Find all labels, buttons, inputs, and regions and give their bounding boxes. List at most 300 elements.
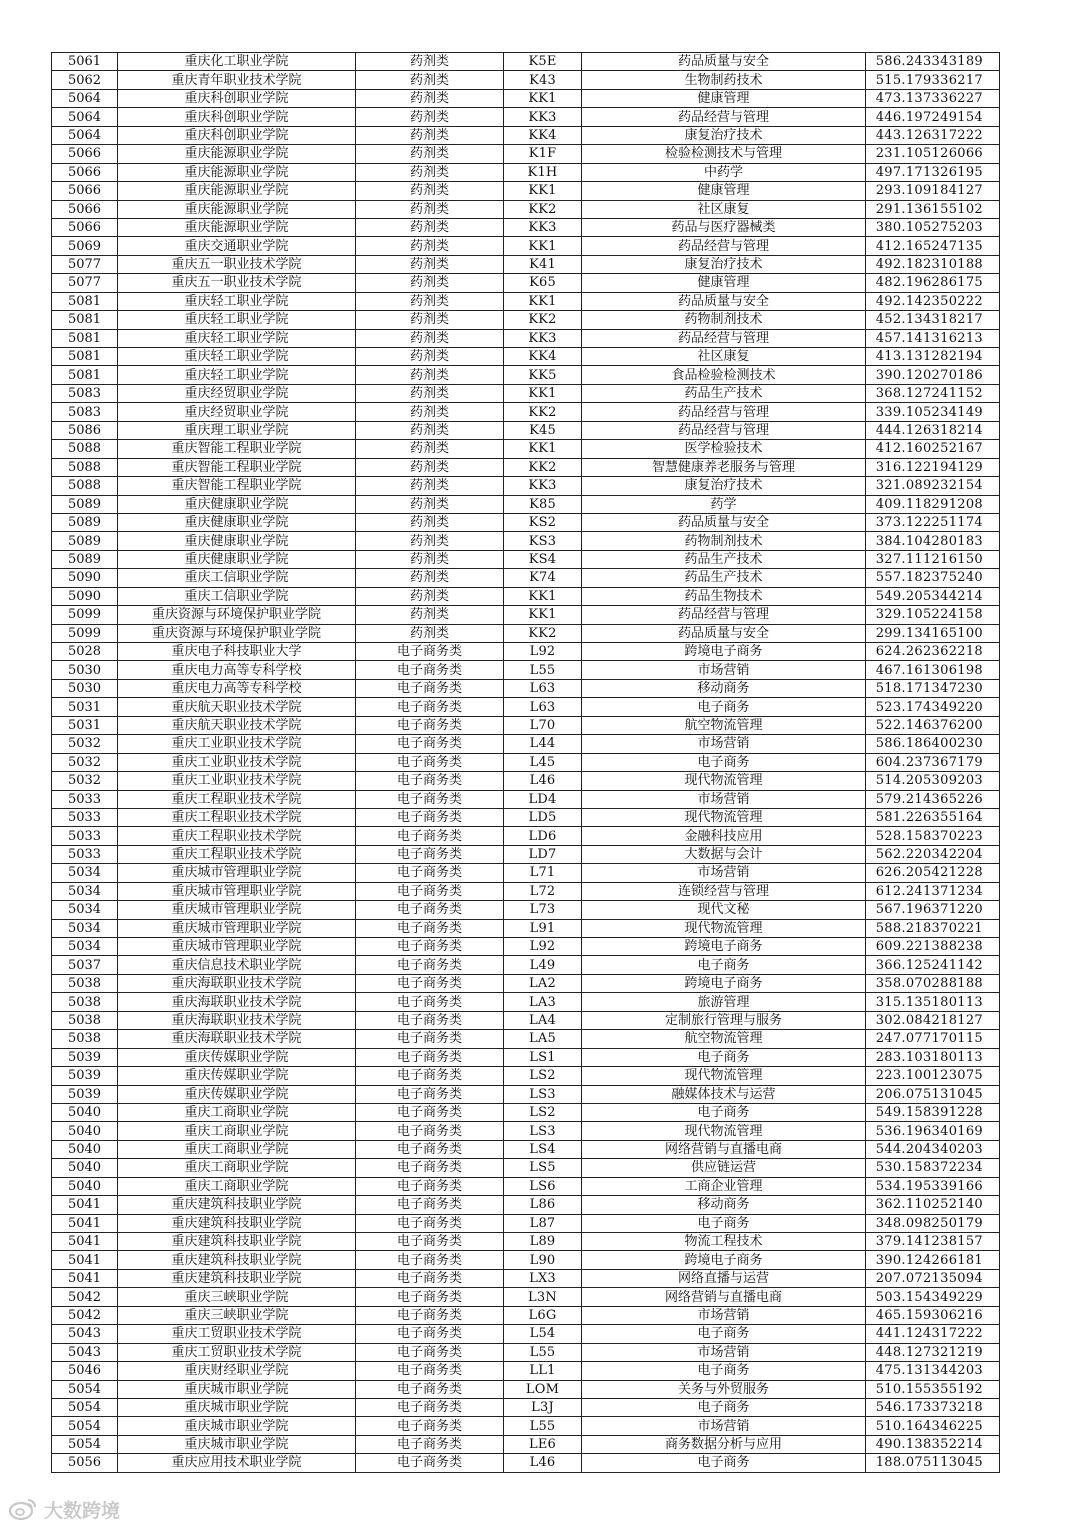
major-code-cell: L55 — [504, 1417, 582, 1435]
major-name-cell: 电子商务 — [582, 1048, 866, 1066]
category-cell: 药剂类 — [356, 348, 504, 366]
school-code-cell: 5042 — [52, 1306, 118, 1324]
major-code-cell: KK1 — [504, 182, 582, 200]
table-row — [52, 403, 1000, 421]
category-cell: 电子商务类 — [356, 1177, 504, 1195]
category-cell: 电子商务类 — [356, 956, 504, 974]
school-code-cell: 5039 — [52, 1085, 118, 1103]
category-cell: 药剂类 — [356, 624, 504, 642]
table-row — [52, 1233, 1000, 1251]
school-code-cell: 5054 — [52, 1398, 118, 1416]
category-cell: 电子商务类 — [356, 1159, 504, 1177]
major-name-cell: 移动商务 — [582, 679, 866, 697]
school-code-cell: 5030 — [52, 679, 118, 697]
major-name-cell: 药品生产技术 — [582, 550, 866, 568]
major-name-cell: 药品经营与管理 — [582, 421, 866, 439]
score-cell: 293.109184127 — [866, 182, 1000, 200]
category-cell: 药剂类 — [356, 606, 504, 624]
category-cell: 药剂类 — [356, 550, 504, 568]
major-name-cell: 药品质量与安全 — [582, 513, 866, 531]
score-cell: 339.105234149 — [866, 403, 1000, 421]
major-name-cell: 药品质量与安全 — [582, 624, 866, 642]
score-cell: 413.131282194 — [866, 348, 1000, 366]
major-code-cell: KK3 — [504, 477, 582, 495]
score-cell: 457.141316213 — [866, 329, 1000, 347]
score-cell: 467.161306198 — [866, 661, 1000, 679]
school-name-cell: 重庆传媒职业学院 — [118, 1067, 356, 1085]
school-name-cell: 重庆工程职业技术学院 — [118, 790, 356, 808]
major-code-cell: L49 — [504, 956, 582, 974]
school-code-cell: 5042 — [52, 1288, 118, 1306]
category-cell: 药剂类 — [356, 145, 504, 163]
major-code-cell: LS4 — [504, 1140, 582, 1158]
school-name-cell: 重庆智能工程职业学院 — [118, 440, 356, 458]
major-code-cell: L72 — [504, 882, 582, 900]
major-name-cell: 定制旅行管理与服务 — [582, 1011, 866, 1029]
school-code-cell: 5038 — [52, 974, 118, 992]
school-code-cell: 5077 — [52, 255, 118, 273]
school-code-cell: 5089 — [52, 495, 118, 513]
school-name-cell: 重庆工业职业技术学院 — [118, 753, 356, 771]
table-row — [52, 827, 1000, 845]
major-name-cell: 健康管理 — [582, 274, 866, 292]
school-code-cell: 5033 — [52, 845, 118, 863]
school-name-cell: 重庆城市管理职业学院 — [118, 901, 356, 919]
major-code-cell: LS1 — [504, 1048, 582, 1066]
table-row — [52, 1048, 1000, 1066]
major-code-cell: L86 — [504, 1196, 582, 1214]
school-name-cell: 重庆工商职业学院 — [118, 1103, 356, 1121]
category-cell: 药剂类 — [356, 71, 504, 89]
school-name-cell: 重庆航天职业技术学院 — [118, 698, 356, 716]
school-code-cell: 5081 — [52, 329, 118, 347]
score-cell: 534.195339166 — [866, 1177, 1000, 1195]
major-code-cell: L6G — [504, 1306, 582, 1324]
watermark-text: 大数跨境 — [44, 1499, 121, 1522]
category-cell: 药剂类 — [356, 237, 504, 255]
table-row — [52, 440, 1000, 458]
major-code-cell: KK3 — [504, 108, 582, 126]
school-code-cell: 5037 — [52, 956, 118, 974]
category-cell: 电子商务类 — [356, 808, 504, 826]
major-code-cell: L91 — [504, 919, 582, 937]
table-row — [52, 1103, 1000, 1121]
score-cell: 475.131344203 — [866, 1362, 1000, 1380]
school-name-cell: 重庆工业职业技术学院 — [118, 772, 356, 790]
table-row — [52, 606, 1000, 624]
score-cell: 443.126317222 — [866, 126, 1000, 144]
table-row — [52, 790, 1000, 808]
table-row — [52, 477, 1000, 495]
major-name-cell: 社区康复 — [582, 200, 866, 218]
school-code-cell: 5081 — [52, 366, 118, 384]
category-cell: 药剂类 — [356, 532, 504, 550]
table-row — [52, 71, 1000, 89]
school-name-cell: 重庆工信职业学院 — [118, 569, 356, 587]
major-name-cell: 网络直播与运营 — [582, 1269, 866, 1287]
major-name-cell: 市场营销 — [582, 1343, 866, 1361]
major-code-cell: K65 — [504, 274, 582, 292]
school-name-cell: 重庆健康职业学院 — [118, 513, 356, 531]
score-cell: 446.197249154 — [866, 108, 1000, 126]
table-row — [52, 53, 1000, 71]
category-cell: 电子商务类 — [356, 1288, 504, 1306]
category-cell: 电子商务类 — [356, 1380, 504, 1398]
major-name-cell: 智慧健康养老服务与管理 — [582, 458, 866, 476]
school-name-cell: 重庆三峡职业学院 — [118, 1288, 356, 1306]
category-cell: 电子商务类 — [356, 845, 504, 863]
school-name-cell: 重庆电力高等专科学校 — [118, 661, 356, 679]
major-name-cell: 电子商务 — [582, 1325, 866, 1343]
school-name-cell: 重庆能源职业学院 — [118, 218, 356, 236]
major-name-cell: 连锁经营与管理 — [582, 882, 866, 900]
score-cell: 366.125241142 — [866, 956, 1000, 974]
score-cell: 518.171347230 — [866, 679, 1000, 697]
school-name-cell: 重庆城市管理职业学院 — [118, 882, 356, 900]
score-cell: 409.118291208 — [866, 495, 1000, 513]
table-row — [52, 292, 1000, 310]
school-code-cell: 5077 — [52, 274, 118, 292]
major-name-cell: 市场营销 — [582, 661, 866, 679]
major-name-cell: 药品生产技术 — [582, 569, 866, 587]
school-code-cell: 5030 — [52, 661, 118, 679]
major-code-cell: LD6 — [504, 827, 582, 845]
major-code-cell: L92 — [504, 938, 582, 956]
table-row — [52, 1251, 1000, 1269]
major-name-cell: 康复治疗技术 — [582, 255, 866, 273]
category-cell: 电子商务类 — [356, 1251, 504, 1269]
table-row — [52, 1398, 1000, 1416]
score-cell: 390.120270186 — [866, 366, 1000, 384]
school-code-cell: 5066 — [52, 182, 118, 200]
major-name-cell: 大数据与会计 — [582, 845, 866, 863]
table-row — [52, 938, 1000, 956]
school-code-cell: 5054 — [52, 1435, 118, 1453]
major-code-cell: LE6 — [504, 1435, 582, 1453]
major-code-cell: L45 — [504, 753, 582, 771]
major-code-cell: KK3 — [504, 329, 582, 347]
table-row — [52, 237, 1000, 255]
category-cell: 电子商务类 — [356, 993, 504, 1011]
school-code-cell: 5041 — [52, 1269, 118, 1287]
school-code-cell: 5066 — [52, 145, 118, 163]
category-cell: 电子商务类 — [356, 1030, 504, 1048]
category-cell: 药剂类 — [356, 163, 504, 181]
school-name-cell: 重庆城市管理职业学院 — [118, 938, 356, 956]
school-name-cell: 重庆工程职业技术学院 — [118, 845, 356, 863]
school-code-cell: 5038 — [52, 1030, 118, 1048]
table-row — [52, 643, 1000, 661]
table-row — [52, 845, 1000, 863]
school-code-cell: 5054 — [52, 1380, 118, 1398]
school-name-cell: 重庆五一职业技术学院 — [118, 274, 356, 292]
score-cell: 348.098250179 — [866, 1214, 1000, 1232]
school-name-cell: 重庆经贸职业学院 — [118, 384, 356, 402]
score-cell: 206.075131045 — [866, 1085, 1000, 1103]
major-code-cell: L46 — [504, 772, 582, 790]
school-code-cell: 5038 — [52, 993, 118, 1011]
category-cell: 电子商务类 — [356, 1214, 504, 1232]
table-row — [52, 993, 1000, 1011]
school-name-cell: 重庆科创职业学院 — [118, 108, 356, 126]
table-row — [52, 255, 1000, 273]
major-name-cell: 健康管理 — [582, 89, 866, 107]
school-code-cell: 5090 — [52, 569, 118, 587]
major-name-cell: 药品经营与管理 — [582, 403, 866, 421]
major-code-cell: KK1 — [504, 237, 582, 255]
major-name-cell: 旅游管理 — [582, 993, 866, 1011]
school-name-cell: 重庆城市职业学院 — [118, 1417, 356, 1435]
score-cell: 302.084218127 — [866, 1011, 1000, 1029]
major-name-cell: 现代物流管理 — [582, 772, 866, 790]
school-code-cell: 5039 — [52, 1067, 118, 1085]
major-name-cell: 物流工程技术 — [582, 1233, 866, 1251]
major-name-cell: 电子商务 — [582, 1214, 866, 1232]
major-code-cell: LS2 — [504, 1067, 582, 1085]
major-code-cell: L92 — [504, 643, 582, 661]
table-row — [52, 901, 1000, 919]
school-name-cell: 重庆航天职业技术学院 — [118, 716, 356, 734]
score-cell: 380.105275203 — [866, 218, 1000, 236]
score-cell: 536.196340169 — [866, 1122, 1000, 1140]
major-name-cell: 融媒体技术与运营 — [582, 1085, 866, 1103]
school-code-cell: 5046 — [52, 1362, 118, 1380]
school-code-cell: 5099 — [52, 606, 118, 624]
school-code-cell: 5088 — [52, 458, 118, 476]
school-code-cell: 5034 — [52, 901, 118, 919]
score-cell: 315.135180113 — [866, 993, 1000, 1011]
major-code-cell: KK3 — [504, 218, 582, 236]
major-code-cell: KK4 — [504, 126, 582, 144]
category-cell: 电子商务类 — [356, 1454, 504, 1472]
category-cell: 药剂类 — [356, 421, 504, 439]
category-cell: 药剂类 — [356, 218, 504, 236]
table-row — [52, 1380, 1000, 1398]
school-name-cell: 重庆海联职业技术学院 — [118, 1011, 356, 1029]
major-code-cell: L71 — [504, 864, 582, 882]
table-row — [52, 108, 1000, 126]
school-name-cell: 重庆工程职业技术学院 — [118, 827, 356, 845]
major-code-cell: L44 — [504, 735, 582, 753]
category-cell: 电子商务类 — [356, 901, 504, 919]
school-code-cell: 5083 — [52, 403, 118, 421]
school-code-cell: 5033 — [52, 790, 118, 808]
major-code-cell: L46 — [504, 1454, 582, 1472]
table-row — [52, 587, 1000, 605]
score-cell: 283.103180113 — [866, 1048, 1000, 1066]
score-cell: 497.171326195 — [866, 163, 1000, 181]
score-cell: 612.241371234 — [866, 882, 1000, 900]
school-name-cell: 重庆经贸职业学院 — [118, 403, 356, 421]
table-row — [52, 495, 1000, 513]
category-cell: 电子商务类 — [356, 753, 504, 771]
school-name-cell: 重庆应用技术职业学院 — [118, 1454, 356, 1472]
school-code-cell: 5031 — [52, 716, 118, 734]
school-code-cell: 5064 — [52, 89, 118, 107]
table-row — [52, 200, 1000, 218]
major-code-cell: KK1 — [504, 440, 582, 458]
category-cell: 电子商务类 — [356, 919, 504, 937]
major-code-cell: KS3 — [504, 532, 582, 550]
major-name-cell: 药品质量与安全 — [582, 53, 866, 71]
school-name-cell: 重庆青年职业技术学院 — [118, 71, 356, 89]
major-name-cell: 食品检验检测技术 — [582, 366, 866, 384]
major-name-cell: 金融科技应用 — [582, 827, 866, 845]
school-name-cell: 重庆电力高等专科学校 — [118, 679, 356, 697]
table-row — [52, 624, 1000, 642]
major-name-cell: 市场营销 — [582, 1306, 866, 1324]
major-name-cell: 健康管理 — [582, 182, 866, 200]
school-code-cell: 5054 — [52, 1417, 118, 1435]
score-cell: 586.186400230 — [866, 735, 1000, 753]
major-name-cell: 康复治疗技术 — [582, 126, 866, 144]
score-cell: 510.155355192 — [866, 1380, 1000, 1398]
score-cell: 473.137336227 — [866, 89, 1000, 107]
school-code-cell: 5081 — [52, 348, 118, 366]
category-cell: 电子商务类 — [356, 1103, 504, 1121]
score-cell: 188.075113045 — [866, 1454, 1000, 1472]
category-cell: 电子商务类 — [356, 1067, 504, 1085]
category-cell: 药剂类 — [356, 440, 504, 458]
table-row — [52, 1325, 1000, 1343]
category-cell: 药剂类 — [356, 458, 504, 476]
category-cell: 药剂类 — [356, 384, 504, 402]
major-name-cell: 网络营销与直播电商 — [582, 1140, 866, 1158]
school-code-cell: 5089 — [52, 550, 118, 568]
score-cell: 549.205344214 — [866, 587, 1000, 605]
school-name-cell: 重庆传媒职业学院 — [118, 1085, 356, 1103]
school-code-cell: 5056 — [52, 1454, 118, 1472]
table-row — [52, 513, 1000, 531]
major-code-cell: LS3 — [504, 1085, 582, 1103]
major-name-cell: 跨境电子商务 — [582, 643, 866, 661]
school-name-cell: 重庆工信职业学院 — [118, 587, 356, 605]
score-cell: 546.173373218 — [866, 1398, 1000, 1416]
major-code-cell: K5E — [504, 53, 582, 71]
major-code-cell: LA5 — [504, 1030, 582, 1048]
major-name-cell: 电子商务 — [582, 753, 866, 771]
score-cell: 530.158372234 — [866, 1159, 1000, 1177]
score-cell: 207.072135094 — [866, 1269, 1000, 1287]
category-cell: 药剂类 — [356, 255, 504, 273]
school-name-cell: 重庆智能工程职业学院 — [118, 477, 356, 495]
school-name-cell: 重庆五一职业技术学院 — [118, 255, 356, 273]
school-code-cell: 5032 — [52, 772, 118, 790]
school-name-cell: 重庆智能工程职业学院 — [118, 458, 356, 476]
major-name-cell: 中药学 — [582, 163, 866, 181]
school-code-cell: 5032 — [52, 735, 118, 753]
major-code-cell: K1F — [504, 145, 582, 163]
school-code-cell: 5066 — [52, 218, 118, 236]
school-code-cell: 5089 — [52, 513, 118, 531]
table-row — [52, 89, 1000, 107]
school-code-cell: 5099 — [52, 624, 118, 642]
major-name-cell: 市场营销 — [582, 1417, 866, 1435]
score-cell: 523.174349220 — [866, 698, 1000, 716]
category-cell: 电子商务类 — [356, 882, 504, 900]
category-cell: 药剂类 — [356, 292, 504, 310]
watermark — [8, 1494, 120, 1524]
major-name-cell: 康复治疗技术 — [582, 477, 866, 495]
school-code-cell: 5081 — [52, 292, 118, 310]
major-code-cell: K43 — [504, 71, 582, 89]
school-name-cell: 重庆城市管理职业学院 — [118, 919, 356, 937]
major-name-cell: 市场营销 — [582, 864, 866, 882]
major-code-cell: LA2 — [504, 974, 582, 992]
table-row — [52, 1288, 1000, 1306]
table-row — [52, 974, 1000, 992]
category-cell: 药剂类 — [356, 53, 504, 71]
major-name-cell: 药品与医疗器械类 — [582, 218, 866, 236]
score-cell: 588.218370221 — [866, 919, 1000, 937]
category-cell: 电子商务类 — [356, 938, 504, 956]
major-code-cell: K1H — [504, 163, 582, 181]
table-row — [52, 348, 1000, 366]
category-cell: 电子商务类 — [356, 698, 504, 716]
major-code-cell: LD4 — [504, 790, 582, 808]
category-cell: 药剂类 — [356, 274, 504, 292]
table-row — [52, 126, 1000, 144]
major-code-cell: K85 — [504, 495, 582, 513]
major-name-cell: 关务与外贸服务 — [582, 1380, 866, 1398]
score-cell: 223.100123075 — [866, 1067, 1000, 1085]
school-name-cell: 重庆建筑科技职业学院 — [118, 1233, 356, 1251]
major-name-cell: 药品经营与管理 — [582, 329, 866, 347]
school-code-cell: 5043 — [52, 1325, 118, 1343]
category-cell: 药剂类 — [356, 108, 504, 126]
score-cell: 579.214365226 — [866, 790, 1000, 808]
score-cell: 510.164346225 — [866, 1417, 1000, 1435]
school-name-cell: 重庆工商职业学院 — [118, 1177, 356, 1195]
school-code-cell: 5034 — [52, 882, 118, 900]
table-row — [52, 864, 1000, 882]
school-name-cell: 重庆理工职业学院 — [118, 421, 356, 439]
category-cell: 药剂类 — [356, 200, 504, 218]
score-cell: 465.159306216 — [866, 1306, 1000, 1324]
table-row — [52, 329, 1000, 347]
school-code-cell: 5064 — [52, 108, 118, 126]
school-name-cell: 重庆传媒职业学院 — [118, 1048, 356, 1066]
table-row — [52, 698, 1000, 716]
category-cell: 电子商务类 — [356, 1362, 504, 1380]
school-name-cell: 重庆能源职业学院 — [118, 145, 356, 163]
major-name-cell: 跨境电子商务 — [582, 974, 866, 992]
major-code-cell: L90 — [504, 1251, 582, 1269]
school-code-cell: 5034 — [52, 864, 118, 882]
category-cell: 药剂类 — [356, 329, 504, 347]
major-code-cell: LD5 — [504, 808, 582, 826]
score-table — [51, 52, 1000, 1473]
school-name-cell: 重庆健康职业学院 — [118, 550, 356, 568]
score-cell: 368.127241152 — [866, 384, 1000, 402]
table-row — [52, 1030, 1000, 1048]
major-code-cell: KK1 — [504, 292, 582, 310]
major-name-cell: 现代文秘 — [582, 901, 866, 919]
major-code-cell: KK5 — [504, 366, 582, 384]
school-code-cell: 5038 — [52, 1011, 118, 1029]
major-code-cell: LX3 — [504, 1269, 582, 1287]
table-row — [52, 1177, 1000, 1195]
major-code-cell: KK1 — [504, 89, 582, 107]
score-cell: 316.122194129 — [866, 458, 1000, 476]
school-name-cell: 重庆轻工职业学院 — [118, 329, 356, 347]
school-name-cell: 重庆建筑科技职业学院 — [118, 1196, 356, 1214]
school-code-cell: 5066 — [52, 200, 118, 218]
table-row — [52, 753, 1000, 771]
category-cell: 电子商务类 — [356, 827, 504, 845]
major-name-cell: 航空物流管理 — [582, 716, 866, 734]
school-name-cell: 重庆科创职业学院 — [118, 126, 356, 144]
